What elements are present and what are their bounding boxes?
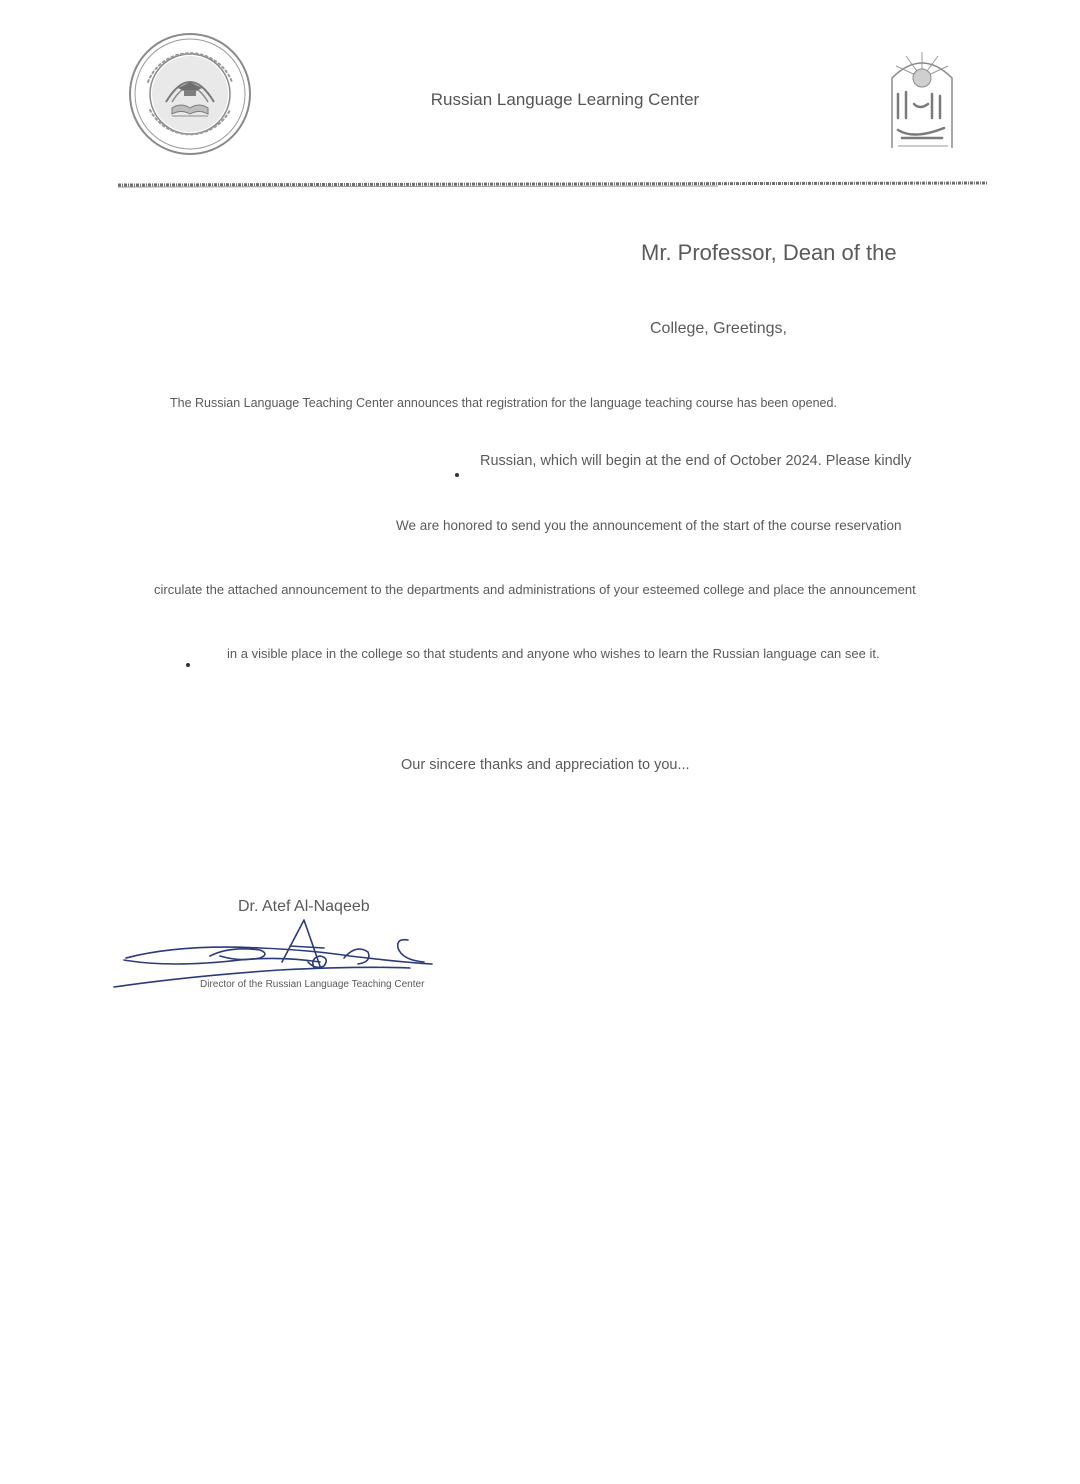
- body-line: in a visible place in the college so that students and anyone who wishes to learn the Russian language can see it.: [227, 646, 880, 661]
- signer-name: Dr. Atef Al-Naqeeb: [238, 898, 370, 915]
- body-line: The Russian Language Teaching Center announces that registration for the language teaching course has been opened.: [170, 396, 837, 410]
- signer-title: Director of the Russian Language Teaching Center: [200, 979, 425, 990]
- body-line: Russian, which will begin at the end of October 2024. Please kindly: [480, 453, 912, 469]
- recipient-line: Mr. Professor, Dean of the: [641, 240, 897, 265]
- closing-line: Our sincere thanks and appreciation to you...: [401, 757, 690, 773]
- bullet-dot: [186, 663, 190, 667]
- header-divider: [118, 179, 988, 189]
- body-line: circulate the attached announcement to the departments and administrations of your esteemed college and place the announcement: [154, 582, 916, 597]
- greeting-line: College, Greetings,: [650, 320, 787, 337]
- university-logo-icon: [884, 48, 960, 152]
- bullet-dot: [455, 473, 459, 477]
- header-title: Russian Language Learning Center: [430, 90, 700, 109]
- body-line: We are honored to send you the announcement of the start of the course reservation: [396, 518, 902, 533]
